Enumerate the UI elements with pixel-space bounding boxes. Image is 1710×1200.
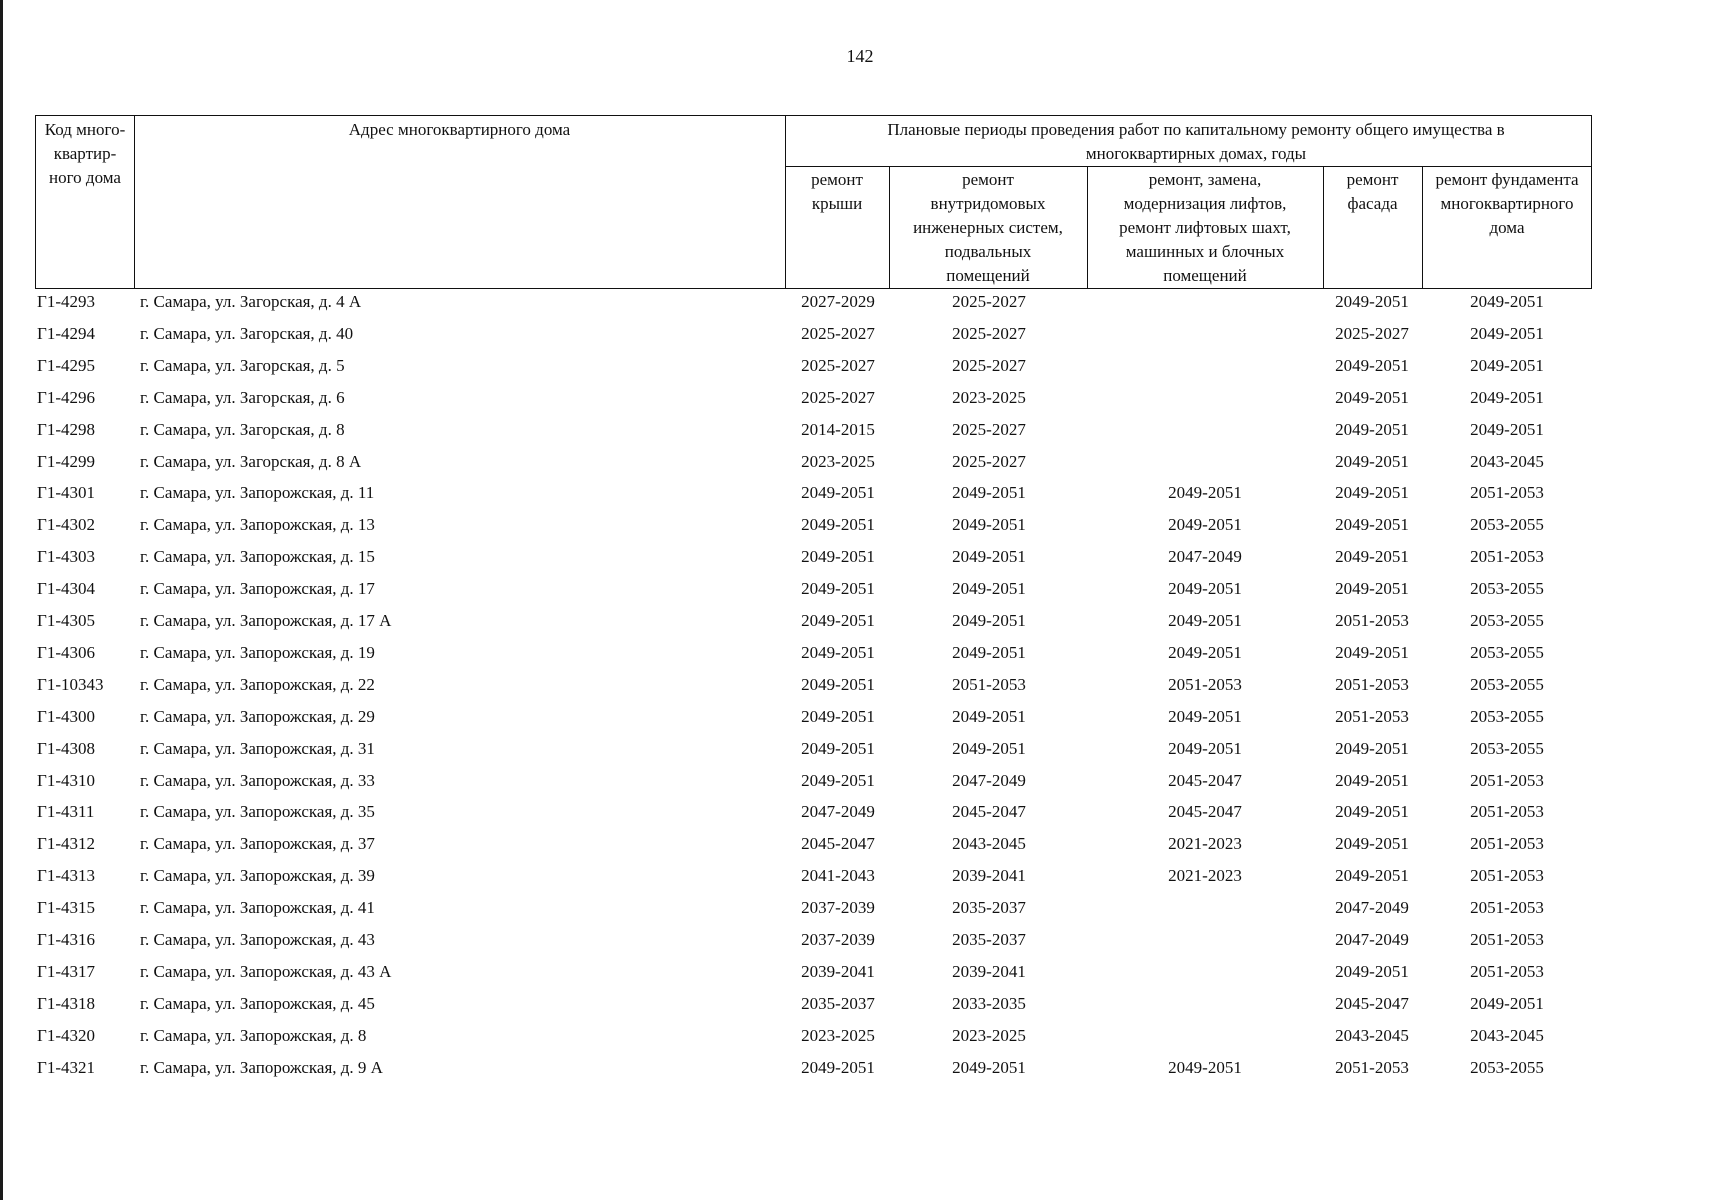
row-code: Г1-4302 [37,515,95,535]
row-foundation-period: 2053-2055 [1470,1057,1544,1077]
row-address: г. Самара, ул. Запорожская, д. 13 [140,515,375,535]
row-address: г. Самара, ул. Загорская, д. 40 [140,323,354,343]
row-engineering-period: 2025-2027 [952,323,1026,343]
row-facade-period: 2049-2051 [1335,515,1409,535]
table-row [0,545,1710,577]
row-engineering-period: 2045-2047 [952,802,1026,822]
row-roof-period: 2025-2027 [801,323,875,343]
row-facade-period: 2049-2051 [1335,579,1409,599]
row-facade-period: 2043-2045 [1335,1025,1409,1045]
row-code: Г1-4306 [37,642,95,662]
row-code: Г1-10343 [37,674,104,694]
header-address: Адрес многоквартирного дома [348,120,571,139]
row-facade-period: 2049-2051 [1335,642,1409,662]
row-facade-period: 2051-2053 [1335,706,1409,726]
table-row [0,290,1710,322]
row-address: г. Самара, ул. Загорская, д. 4 А [140,292,362,311]
row-roof-period: 2049-2051 [801,642,875,662]
row-address: г. Самара, ул. Запорожская, д. 19 [140,642,375,662]
row-address: г. Самара, ул. Запорожская, д. 43 [140,930,375,949]
row-roof-period: 2027-2029 [801,292,875,311]
row-roof-period: 2049-2051 [801,738,875,758]
row-lifts-period: 2021-2023 [1168,866,1242,886]
row-foundation-period: 2053-2055 [1470,674,1544,694]
row-address: г. Самара, ул. Запорожская, д. 17 А [140,611,392,630]
row-foundation-period: 2051-2053 [1470,961,1544,981]
row-address: г. Самара, ул. Запорожская, д. 15 [140,547,375,567]
row-roof-period: 2014-2015 [801,419,875,439]
row-engineering-period: 2033-2035 [952,993,1026,1013]
row-address: г. Самара, ул. Запорожская, д. 8 [140,1025,367,1045]
row-foundation-period: 2049-2051 [1470,323,1544,343]
row-facade-period: 2049-2051 [1335,419,1409,439]
row-facade-period: 2049-2051 [1335,292,1409,311]
row-facade-period: 2047-2049 [1335,930,1409,949]
row-engineering-period: 2049-2051 [952,515,1026,535]
row-address: г. Самара, ул. Запорожская, д. 41 [140,898,375,918]
table-row [0,800,1710,832]
row-foundation-period: 2049-2051 [1470,387,1544,407]
table-row [0,481,1710,513]
row-facade-period: 2049-2051 [1335,834,1409,854]
row-address: г. Самара, ул. Загорская, д. 5 [140,355,345,375]
table-row [0,322,1710,354]
table-row [0,737,1710,769]
row-facade-period: 2051-2053 [1335,611,1409,630]
row-facade-period: 2049-2051 [1335,451,1409,471]
row-lifts-period: 2049-2051 [1168,579,1242,599]
row-engineering-period: 2049-2051 [952,1057,1026,1077]
header-foundation: ремонт фундамента многоквартирного дома [1435,170,1579,237]
row-engineering-period: 2047-2049 [952,770,1026,790]
row-facade-period: 2049-2051 [1335,770,1409,790]
row-foundation-period: 2053-2055 [1470,642,1544,662]
row-address: г. Самара, ул. Запорожская, д. 37 [140,834,375,854]
row-foundation-period: 2051-2053 [1470,770,1544,790]
row-roof-period: 2047-2049 [801,802,875,822]
row-roof-period: 2049-2051 [801,579,875,599]
row-facade-period: 2049-2051 [1335,866,1409,886]
table-row [0,450,1710,482]
row-code: Г1-4313 [37,866,95,886]
row-roof-period: 2049-2051 [801,674,875,694]
row-code: Г1-4301 [37,483,95,503]
row-code: Г1-4311 [37,802,95,822]
row-code: Г1-4312 [37,834,95,854]
row-lifts-period: 2021-2023 [1168,834,1242,854]
row-address: г. Самара, ул. Запорожская, д. 29 [140,706,375,726]
row-foundation-period: 2053-2055 [1470,611,1544,630]
table-row [0,1024,1710,1056]
row-code: Г1-4310 [37,770,95,790]
row-lifts-period: 2049-2051 [1168,483,1242,503]
row-engineering-period: 2049-2051 [952,706,1026,726]
row-engineering-period: 2043-2045 [952,834,1026,854]
row-lifts-period: 2049-2051 [1168,642,1242,662]
row-address: г. Самара, ул. Запорожская, д. 45 [140,993,375,1013]
row-code: Г1-4298 [37,419,95,439]
row-engineering-period: 2035-2037 [952,930,1026,949]
row-roof-period: 2049-2051 [801,483,875,503]
row-address: г. Самара, ул. Запорожская, д. 11 [140,483,375,503]
row-lifts-period: 2049-2051 [1168,611,1242,630]
row-code: Г1-4317 [37,961,95,981]
row-foundation-period: 2051-2053 [1470,802,1544,822]
row-foundation-period: 2051-2053 [1470,547,1544,567]
row-code: Г1-4320 [37,1025,95,1045]
header-periods-title: Плановые периоды проведения работ по капитальному ремонту общего имущества в многоквартирных домах, годы [887,120,1505,163]
row-code: Г1-4304 [37,579,95,599]
row-foundation-period: 2051-2053 [1470,898,1544,918]
row-engineering-period: 2039-2041 [952,866,1026,886]
row-foundation-period: 2053-2055 [1470,706,1544,726]
table-header [35,115,1592,289]
row-roof-period: 2037-2039 [801,898,875,918]
row-address: г. Самара, ул. Загорская, д. 8 А [140,451,362,471]
table-row [0,513,1710,545]
row-lifts-period: 2049-2051 [1168,1057,1242,1077]
row-address: г. Самара, ул. Запорожская, д. 22 [140,674,375,694]
row-engineering-period: 2025-2027 [952,419,1026,439]
row-roof-period: 2049-2051 [801,770,875,790]
row-foundation-period: 2049-2051 [1470,355,1544,375]
row-code: Г1-4300 [37,706,95,726]
page-number: 142 [846,46,874,66]
row-foundation-period: 2051-2053 [1470,930,1544,949]
row-facade-period: 2051-2053 [1335,674,1409,694]
row-roof-period: 2049-2051 [801,706,875,726]
row-engineering-period: 2049-2051 [952,611,1026,630]
table-row [0,609,1710,641]
row-foundation-period: 2049-2051 [1470,993,1544,1013]
row-code: Г1-4293 [37,292,95,311]
table-row [0,577,1710,609]
row-foundation-period: 2051-2053 [1470,483,1544,503]
row-roof-period: 2035-2037 [801,993,875,1013]
header-engineering: ремонт внутридомовых инженерных систем, подвальных помещений [913,170,1063,285]
row-roof-period: 2023-2025 [801,451,875,471]
row-code: Г1-4305 [37,611,95,630]
row-facade-period: 2049-2051 [1335,738,1409,758]
row-engineering-period: 2049-2051 [952,738,1026,758]
row-facade-period: 2049-2051 [1335,355,1409,375]
row-facade-period: 2049-2051 [1335,483,1409,503]
row-lifts-period: 2045-2047 [1168,770,1242,790]
row-address: г. Самара, ул. Запорожская, д. 39 [140,866,375,886]
row-engineering-period: 2025-2027 [952,451,1026,471]
row-roof-period: 2025-2027 [801,355,875,375]
row-lifts-period: 2047-2049 [1168,547,1242,567]
row-facade-period: 2047-2049 [1335,898,1409,918]
row-lifts-period: 2049-2051 [1168,515,1242,535]
table-row [0,673,1710,705]
table-row [0,864,1710,896]
row-address: г. Самара, ул. Запорожская, д. 31 [140,738,375,758]
row-code: Г1-4303 [37,547,95,567]
row-engineering-period: 2023-2025 [952,1025,1026,1045]
row-engineering-period: 2049-2051 [952,642,1026,662]
table-row [0,705,1710,737]
row-facade-period: 2049-2051 [1335,961,1409,981]
table-row [0,354,1710,386]
header-divider [785,166,1591,167]
table-row [0,992,1710,1024]
row-code: Г1-4296 [37,387,95,407]
header-code: Код много- квартир- ного дома [44,120,126,187]
row-foundation-period: 2043-2045 [1470,1025,1544,1045]
row-facade-period: 2045-2047 [1335,993,1409,1013]
row-code: Г1-4299 [37,451,95,471]
table-row [0,386,1710,418]
header-facade: ремонт фасада [1346,170,1399,213]
row-roof-period: 2023-2025 [801,1025,875,1045]
table-row [0,418,1710,450]
table-row [0,641,1710,673]
table-row [0,960,1710,992]
row-engineering-period: 2025-2027 [952,355,1026,375]
row-roof-period: 2049-2051 [801,611,875,630]
row-roof-period: 2041-2043 [801,866,875,886]
row-address: г. Самара, ул. Запорожская, д. 9 А [140,1057,383,1077]
row-code: Г1-4318 [37,993,95,1013]
header-lifts: ремонт, замена, модернизация лифтов, ремонт лифтовых шахт, машинных и блочных помещений [1119,170,1291,285]
table-row [0,769,1710,801]
row-roof-period: 2037-2039 [801,930,875,949]
row-foundation-period: 2053-2055 [1470,579,1544,599]
row-code: Г1-4321 [37,1057,95,1077]
row-lifts-period: 2049-2051 [1168,738,1242,758]
row-facade-period: 2049-2051 [1335,802,1409,822]
row-lifts-period: 2049-2051 [1168,706,1242,726]
row-lifts-period: 2045-2047 [1168,802,1242,822]
table-row [0,832,1710,864]
row-foundation-period: 2053-2055 [1470,515,1544,535]
row-address: г. Самара, ул. Загорская, д. 8 [140,419,345,439]
row-address: г. Самара, ул. Загорская, д. 6 [140,387,345,407]
row-lifts-period: 2051-2053 [1168,674,1242,694]
row-facade-period: 2051-2053 [1335,1057,1409,1077]
row-roof-period: 2045-2047 [801,834,875,854]
header-roof: ремонт крыши [811,170,863,213]
row-engineering-period: 2049-2051 [952,547,1026,567]
row-address: г. Самара, ул. Запорожская, д. 17 [140,579,375,599]
row-engineering-period: 2051-2053 [952,674,1026,694]
row-foundation-period: 2043-2045 [1470,451,1544,471]
row-roof-period: 2049-2051 [801,1057,875,1077]
row-foundation-period: 2053-2055 [1470,738,1544,758]
table-row [0,928,1710,960]
row-engineering-period: 2035-2037 [952,898,1026,918]
row-foundation-period: 2049-2051 [1470,292,1544,311]
row-engineering-period: 2049-2051 [952,579,1026,599]
row-code: Г1-4294 [37,323,95,343]
row-engineering-period: 2039-2041 [952,961,1026,981]
row-facade-period: 2049-2051 [1335,547,1409,567]
row-address: г. Самара, ул. Запорожская, д. 33 [140,770,375,790]
row-roof-period: 2025-2027 [801,387,875,407]
row-roof-period: 2049-2051 [801,515,875,535]
table-row [0,1056,1710,1088]
row-foundation-period: 2051-2053 [1470,834,1544,854]
row-foundation-period: 2051-2053 [1470,866,1544,886]
table-row [0,896,1710,928]
row-engineering-period: 2023-2025 [952,387,1026,407]
row-address: г. Самара, ул. Запорожская, д. 35 [140,802,375,822]
row-roof-period: 2039-2041 [801,961,875,981]
row-roof-period: 2049-2051 [801,547,875,567]
row-code: Г1-4308 [37,738,95,758]
row-facade-period: 2049-2051 [1335,387,1409,407]
row-code: Г1-4315 [37,898,95,918]
row-engineering-period: 2025-2027 [952,292,1026,311]
row-foundation-period: 2049-2051 [1470,419,1544,439]
row-address: г. Самара, ул. Запорожская, д. 43 А [140,961,392,981]
row-engineering-period: 2049-2051 [952,483,1026,503]
row-code: Г1-4295 [37,355,95,375]
row-code: Г1-4316 [37,930,95,949]
row-facade-period: 2025-2027 [1335,323,1409,343]
